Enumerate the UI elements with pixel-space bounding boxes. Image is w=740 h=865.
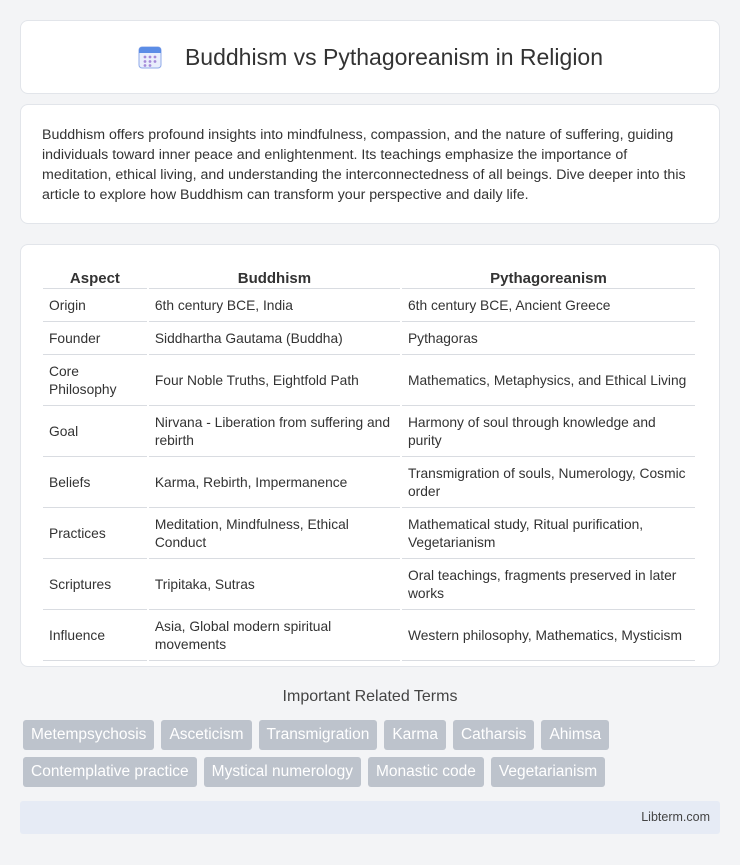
table-row — [43, 357, 695, 406]
row-aspect: Origin — [43, 291, 147, 322]
tag-transmigration[interactable]: Transmigration — [259, 720, 378, 750]
row-aspect: Founder — [43, 324, 147, 355]
column-header-buddhism: Buddhism — [149, 267, 400, 289]
row-pythagoreanism: Pythagoras — [402, 324, 695, 355]
row-pythagoreanism: 6th century BCE, Ancient Greece — [402, 291, 695, 322]
row-buddhism: Siddhartha Gautama (Buddha) — [149, 324, 400, 355]
tag-vegetarianism[interactable]: Vegetarianism — [491, 757, 605, 787]
row-aspect: Goal — [43, 408, 147, 457]
table-row — [43, 291, 695, 322]
row-pythagoreanism: Transmigration of souls, Numerology, Cosmic order — [402, 459, 695, 508]
row-buddhism: Asia, Global modern spiritual movements — [149, 612, 400, 661]
tag-karma[interactable]: Karma — [384, 720, 446, 750]
related-terms-list — [23, 720, 723, 787]
comparison-table — [41, 265, 697, 663]
tag-ahimsa[interactable]: Ahimsa — [541, 720, 609, 750]
row-buddhism: Four Noble Truths, Eightfold Path — [149, 357, 400, 406]
tag-catharsis[interactable]: Catharsis — [453, 720, 534, 750]
row-buddhism: 6th century BCE, India — [149, 291, 400, 322]
row-buddhism: Nirvana - Liberation from suffering and rebirth — [149, 408, 400, 457]
comparison-table-card — [20, 244, 720, 667]
row-aspect: Scriptures — [43, 561, 147, 610]
header-card — [20, 20, 720, 94]
column-header-aspect: Aspect — [43, 267, 147, 289]
intro-text: Buddhism offers profound insights into mindfulness, compassion, and the nature of suffering, guiding individuals toward inner peace and enlightenment. Its teachings emphasize the importance of meditation, ethical living, and understanding the interconnectedness of all beings. Dive deeper into this article to explore how Buddhism can transform your perspective and daily life. — [42, 127, 686, 203]
table-row — [43, 561, 695, 610]
column-header-pythagoreanism: Pythagoreanism — [402, 267, 695, 289]
row-pythagoreanism: Oral teachings, fragments preserved in later works — [402, 561, 695, 610]
row-pythagoreanism: Western philosophy, Mathematics, Mysticism — [402, 612, 695, 661]
calendar-icon — [137, 44, 163, 70]
table-row — [43, 510, 695, 559]
row-buddhism: Meditation, Mindfulness, Ethical Conduct — [149, 510, 400, 559]
footer-site-link[interactable]: Libterm.com — [641, 810, 710, 824]
table-row — [43, 459, 695, 508]
tag-asceticism[interactable]: Asceticism — [161, 720, 251, 750]
row-buddhism: Karma, Rebirth, Impermanence — [149, 459, 400, 508]
intro-card — [20, 104, 720, 224]
tag-mystical-numerology[interactable]: Mystical numerology — [204, 757, 361, 787]
footer — [20, 801, 720, 834]
row-aspect: Beliefs — [43, 459, 147, 508]
row-aspect: Influence — [43, 612, 147, 661]
table-header-row — [43, 267, 695, 289]
tag-contemplative-practice[interactable]: Contemplative practice — [23, 757, 197, 787]
page-title: Buddhism vs Pythagoreanism in Religion — [184, 43, 604, 70]
related-terms-title: Important Related Terms — [282, 688, 458, 705]
row-buddhism: Tripitaka, Sutras — [149, 561, 400, 610]
row-pythagoreanism: Mathematical study, Ritual purification, Vegetarianism — [402, 510, 695, 559]
table-row — [43, 612, 695, 661]
row-pythagoreanism: Mathematics, Metaphysics, and Ethical Living — [402, 357, 695, 406]
table-row — [43, 408, 695, 457]
table-row — [43, 324, 695, 355]
row-aspect: Core Philosophy — [43, 357, 147, 406]
row-pythagoreanism: Harmony of soul through knowledge and purity — [402, 408, 695, 457]
row-aspect: Practices — [43, 510, 147, 559]
tag-monastic-code[interactable]: Monastic code — [368, 757, 484, 787]
tag-metempsychosis[interactable]: Metempsychosis — [23, 720, 154, 750]
